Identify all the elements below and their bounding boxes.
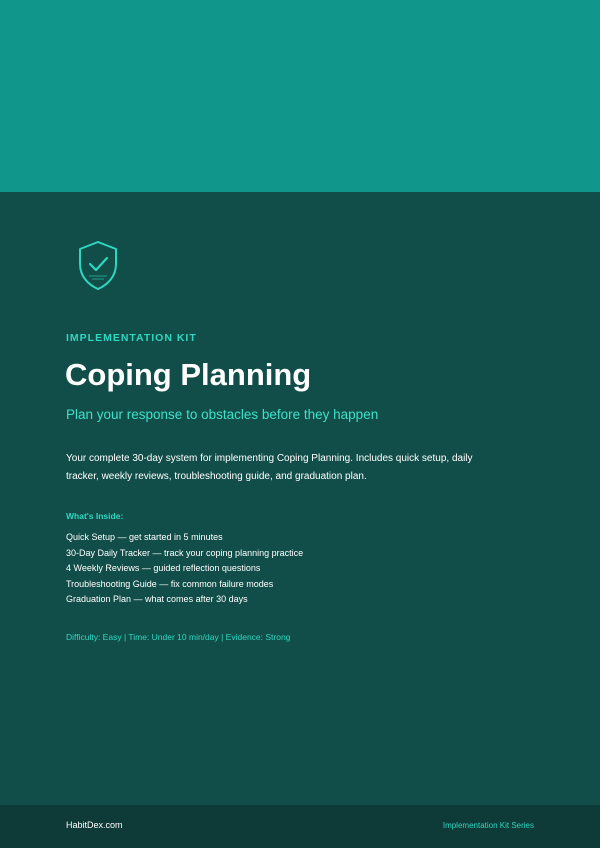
list-item: Troubleshooting Guide — fix common failure modes <box>66 578 274 589</box>
top-color-band <box>0 0 600 192</box>
list-item: 4 Weekly Reviews — guided reflection questions <box>66 563 261 573</box>
footer-site-name: HabitDex.com <box>66 820 123 830</box>
whats-inside-list <box>66 530 303 608</box>
shield-check-icon <box>77 240 119 292</box>
kit-eyebrow-label: IMPLEMENTATION KIT <box>66 332 197 344</box>
kit-meta-info: Difficulty: Easy | Time: Under 10 min/day | Evidence: Strong <box>66 632 291 642</box>
list-item: 30-Day Daily Tracker — track your coping planning practice <box>66 547 304 558</box>
footer-series-label: Implementation Kit Series <box>442 821 534 830</box>
page-subtitle: Plan your response to obstacles before they happen <box>66 407 379 422</box>
page-footer <box>0 805 600 848</box>
list-item: Quick Setup — get started in 5 minutes <box>66 532 223 542</box>
page-title: Coping Planning <box>65 357 312 392</box>
whats-inside-heading: What's Inside: <box>66 511 124 521</box>
kit-description: Your complete 30-day system for implementing Coping Planning. Includes quick setup, daily tracker, weekly reviews, troubleshooting guide, and graduation plan. <box>66 453 473 482</box>
list-item: Graduation Plan — what comes after 30 days <box>66 594 248 604</box>
